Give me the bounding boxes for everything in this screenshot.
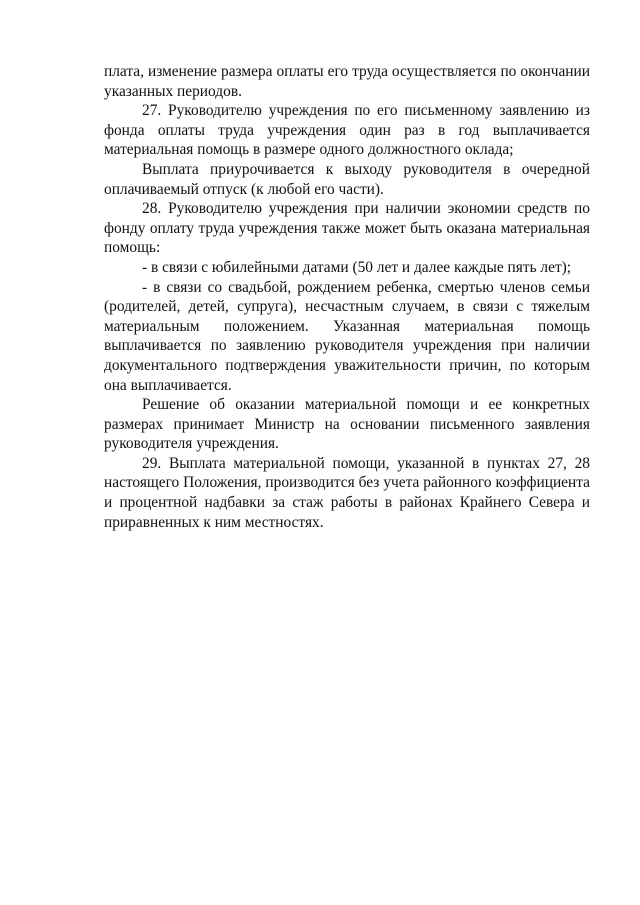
document-page: [104, 62, 590, 532]
paragraph-item-27-payment: Выплата приурочивается к выходу руководителя в очередной оплачиваемый отпуск (к любой его части).: [104, 160, 590, 198]
list-item-anniversary: - в связи с юбилейными датами (50 лет и далее каждые пять лет);: [142, 258, 572, 276]
paragraph-decision: Решение об оказании материальной помощи и ее конкретных размерах принимает Министр на основании письменного заявления руководителя учреждения.: [104, 396, 590, 453]
paragraph-continuation: плата, изменение размера оплаты его труда осуществляется по окончании указанных периодов.: [104, 63, 590, 100]
paragraph-item-28: 28. Руководителю учреждения при наличии экономии средств по фонду оплату труда учреждения также может быть оказана материальная помощь:: [104, 200, 590, 257]
list-item-family-events: - в связи со свадьбой, рождением ребенка, смертью членов семьи (родителей, детей, супруга), несчастным случаем, в связи с тяжелым материальным положением. Указанная материальная помощь выплачивается по заявлению руководителя учреждения при наличии документального подтверждения уважительности причин, по которым она выплачивается.: [104, 278, 590, 394]
paragraph-item-27: 27. Руководителю учреждения по его письменному заявлению из фонда оплаты труда учреждения один раз в год выплачивается материальная помощь в размере одного должностного оклада;: [104, 102, 590, 159]
paragraph-item-29: 29. Выплата материальной помощи, указанной в пунктах 27, 28 настоящего Положения, производится без учета районного коэффициента и процентной надбавки за стаж работы в районах Крайнего Севера и приравненных к ним местностях.: [104, 454, 590, 531]
